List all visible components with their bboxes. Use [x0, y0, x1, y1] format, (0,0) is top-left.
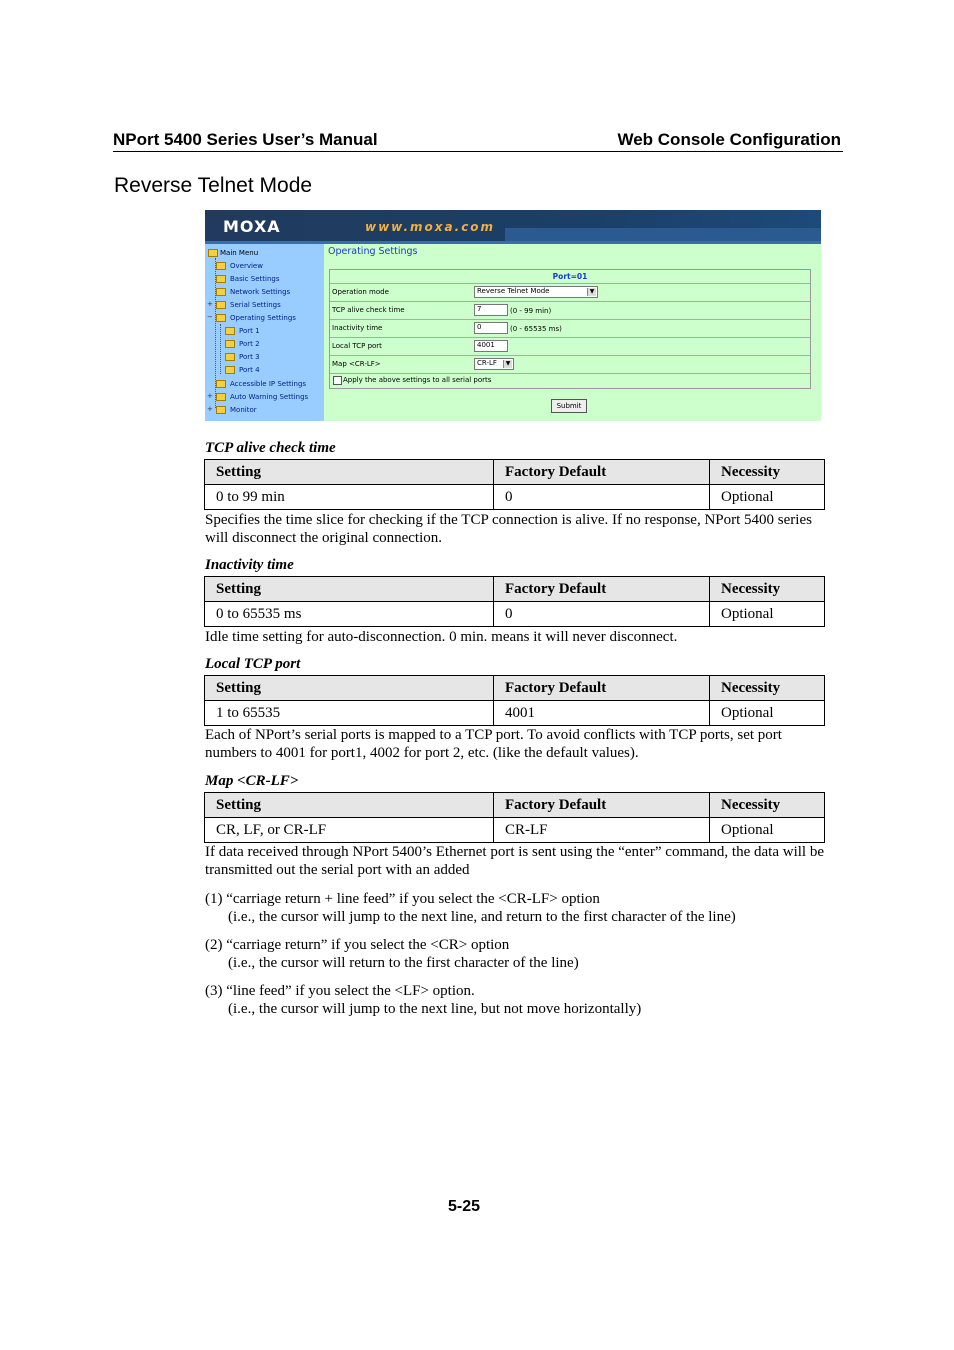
folder-icon: [225, 327, 235, 335]
local-port-row: [330, 338, 810, 356]
list-item: [205, 936, 579, 972]
desc-line: numbers to 4001 for port1, 4002 for port 2, etc. (like the default values).: [205, 745, 639, 761]
chevron-down-icon: ▼: [503, 360, 512, 368]
folder-icon: [216, 380, 226, 388]
manual-title: NPort 5400 Series User’s Manual: [113, 130, 378, 149]
apply-all-row: [330, 374, 810, 387]
setting-cell: 1 to 65535: [205, 701, 494, 726]
inactivity-row: [330, 320, 810, 338]
header-factory-default: Factory Default: [494, 460, 710, 485]
expand-icon[interactable]: +: [207, 300, 213, 308]
tcp-alive-input[interactable]: 7: [474, 304, 508, 316]
header-factory-default: Factory Default: [494, 793, 710, 818]
folder-icon: [208, 249, 218, 257]
sidebar-menu: [205, 244, 324, 421]
expand-icon[interactable]: +: [207, 392, 213, 400]
setting-cell: 0 to 99 min: [205, 485, 494, 510]
header-setting: Setting: [205, 676, 494, 701]
table-row: [205, 701, 825, 726]
list-item-line: (2) “carriage return” if you select the <CR> option: [205, 937, 510, 953]
list-item-note: (i.e., the cursor will return to the first character of the line): [228, 955, 579, 971]
sidebar-item-serial-settings[interactable]: Serial Settings: [230, 301, 281, 309]
list-item-note: (i.e., the cursor will jump to the next line, and return to the first character of the line): [228, 909, 736, 925]
header-setting: Setting: [205, 577, 494, 602]
list-item-line: (3) “line feed” if you select the <LF> option.: [205, 983, 475, 999]
table-header-row: [205, 577, 825, 602]
desc-line: Each of NPort’s serial ports is mapped to a TCP port. To avoid conflicts with TCP ports, set port: [205, 727, 782, 743]
folder-icon: [216, 301, 226, 309]
sidebar-item-port-1[interactable]: Port 1: [239, 327, 260, 335]
inactivity-table: [204, 576, 825, 627]
collapse-icon[interactable]: −: [207, 313, 213, 321]
folder-icon: [216, 406, 226, 414]
sidebar-item-port-3[interactable]: Port 3: [239, 353, 260, 361]
apply-all-label: Apply the above settings to all serial ports: [343, 376, 492, 384]
table-header-row: [205, 793, 825, 818]
moxa-banner: [205, 210, 821, 244]
map-crlf-value: CR-LF: [477, 359, 497, 367]
table-row: [205, 602, 825, 627]
desc-line: Idle time setting for auto-disconnection. 0 min. means it will never disconnect.: [205, 629, 678, 645]
map-crlf-description: [205, 843, 824, 879]
sidebar-item-network-settings[interactable]: Network Settings: [230, 288, 291, 296]
header-factory-default: Factory Default: [494, 676, 710, 701]
moxa-url[interactable]: www.moxa.com: [365, 220, 496, 234]
operation-mode-select[interactable]: [474, 286, 598, 298]
necessity-cell: Optional: [710, 485, 825, 510]
inactivity-description: [205, 628, 677, 646]
header-necessity: Necessity: [710, 460, 825, 485]
tree-line-sub: [220, 324, 221, 374]
local-port-input[interactable]: 4001: [474, 340, 508, 352]
inactivity-caption: Inactivity time: [205, 557, 294, 573]
folder-open-icon: [216, 314, 226, 322]
sidebar-item-auto-warning[interactable]: Auto Warning Settings: [230, 393, 309, 401]
chapter-title: Web Console Configuration: [617, 130, 841, 149]
folder-icon: [216, 262, 226, 270]
necessity-cell: Optional: [710, 602, 825, 627]
folder-icon: [216, 393, 226, 401]
default-cell: 0: [494, 602, 710, 627]
table-row: [205, 485, 825, 510]
default-cell: CR-LF: [494, 818, 710, 843]
sidebar-item-accessible-ip[interactable]: Accessible IP Settings: [230, 380, 307, 388]
header-factory-default: Factory Default: [494, 577, 710, 602]
folder-icon: [225, 340, 235, 348]
tcp-alive-label: TCP alive check time: [332, 306, 405, 314]
settings-form: [329, 269, 811, 389]
folder-icon: [216, 288, 226, 296]
folder-icon: [225, 353, 235, 361]
page-number: 5-25: [447, 1198, 481, 1215]
list-item: [205, 982, 641, 1018]
local-tcp-caption: Local TCP port: [205, 656, 301, 672]
header-setting: Setting: [205, 793, 494, 818]
operating-settings-title: Operating Settings: [328, 246, 418, 257]
local-tcp-description: [205, 726, 782, 762]
operation-mode-value: Reverse Telnet Mode: [477, 287, 550, 295]
list-item-note: (i.e., the cursor will jump to the next line, but not move horizontally): [228, 1001, 642, 1017]
sidebar-item-operating-settings[interactable]: Operating Settings: [230, 314, 296, 322]
expand-icon[interactable]: +: [207, 405, 213, 413]
chevron-down-icon: ▼: [587, 288, 596, 296]
desc-line: will disconnect the original connection.: [205, 530, 443, 546]
sidebar-item-basic-settings[interactable]: Basic Settings: [230, 275, 280, 283]
sidebar-item-port-2[interactable]: Port 2: [239, 340, 260, 348]
necessity-cell: Optional: [710, 701, 825, 726]
header-setting: Setting: [205, 460, 494, 485]
sidebar-item-port-4[interactable]: Port 4: [239, 366, 260, 374]
desc-line: Specifies the time slice for checking if the TCP connection is alive. If no response, NPort 5400 series: [205, 512, 812, 528]
inactivity-hint: (0 - 65535 ms): [510, 325, 562, 333]
setting-cell: CR, LF, or CR-LF: [205, 818, 494, 843]
list-item: [205, 890, 736, 926]
map-crlf-table: [204, 792, 825, 843]
tcp-alive-row: [330, 302, 810, 320]
port-title: Port=01: [552, 272, 588, 281]
tcp-alive-table: [204, 459, 825, 510]
folder-icon: [225, 366, 235, 374]
moxa-logo: MOXA: [223, 217, 281, 236]
local-tcp-table: [204, 675, 825, 726]
sidebar-item-overview[interactable]: Overview: [230, 262, 263, 270]
tcp-alive-hint: (0 - 99 min): [510, 307, 552, 315]
table-header-row: [205, 460, 825, 485]
operation-mode-label: Operation mode: [332, 288, 389, 296]
inactivity-label: Inactivity time: [332, 324, 383, 332]
apply-all-checkbox[interactable]: [333, 376, 342, 385]
map-crlf-row: [330, 356, 810, 374]
default-cell: 4001: [494, 701, 710, 726]
sidebar-item-monitor[interactable]: Monitor: [230, 406, 257, 414]
sidebar-item-main-menu[interactable]: Main Menu: [220, 249, 259, 257]
table-row: [205, 818, 825, 843]
inactivity-input[interactable]: 0: [474, 322, 508, 334]
header-necessity: Necessity: [710, 577, 825, 602]
tcp-alive-caption: TCP alive check time: [205, 440, 336, 456]
folder-icon: [216, 275, 226, 283]
setting-cell: 0 to 65535 ms: [205, 602, 494, 627]
web-console-screenshot: [205, 210, 821, 421]
desc-line: transmitted out the serial port with an added: [205, 862, 470, 878]
map-crlf-label: Map <CR-LF>: [332, 360, 381, 368]
operation-mode-row: [330, 284, 810, 302]
map-crlf-select[interactable]: [474, 358, 514, 370]
list-item-line: (1) “carriage return + line feed” if you select the <CR-LF> option: [205, 891, 600, 907]
necessity-cell: Optional: [710, 818, 825, 843]
default-cell: 0: [494, 485, 710, 510]
port-title-row: [330, 270, 810, 284]
local-port-label: Local TCP port: [332, 342, 382, 350]
section-title: Reverse Telnet Mode: [114, 174, 313, 197]
submit-button[interactable]: Submit: [551, 399, 587, 413]
table-header-row: [205, 676, 825, 701]
header-necessity: Necessity: [710, 793, 825, 818]
map-crlf-caption: Map <CR-LF>: [205, 773, 299, 789]
desc-line: If data received through NPort 5400’s Ethernet port is sent using the “enter” command, the data will be: [205, 844, 824, 860]
header-rule: [113, 151, 843, 152]
tcp-alive-description: [205, 511, 812, 547]
header-necessity: Necessity: [710, 676, 825, 701]
